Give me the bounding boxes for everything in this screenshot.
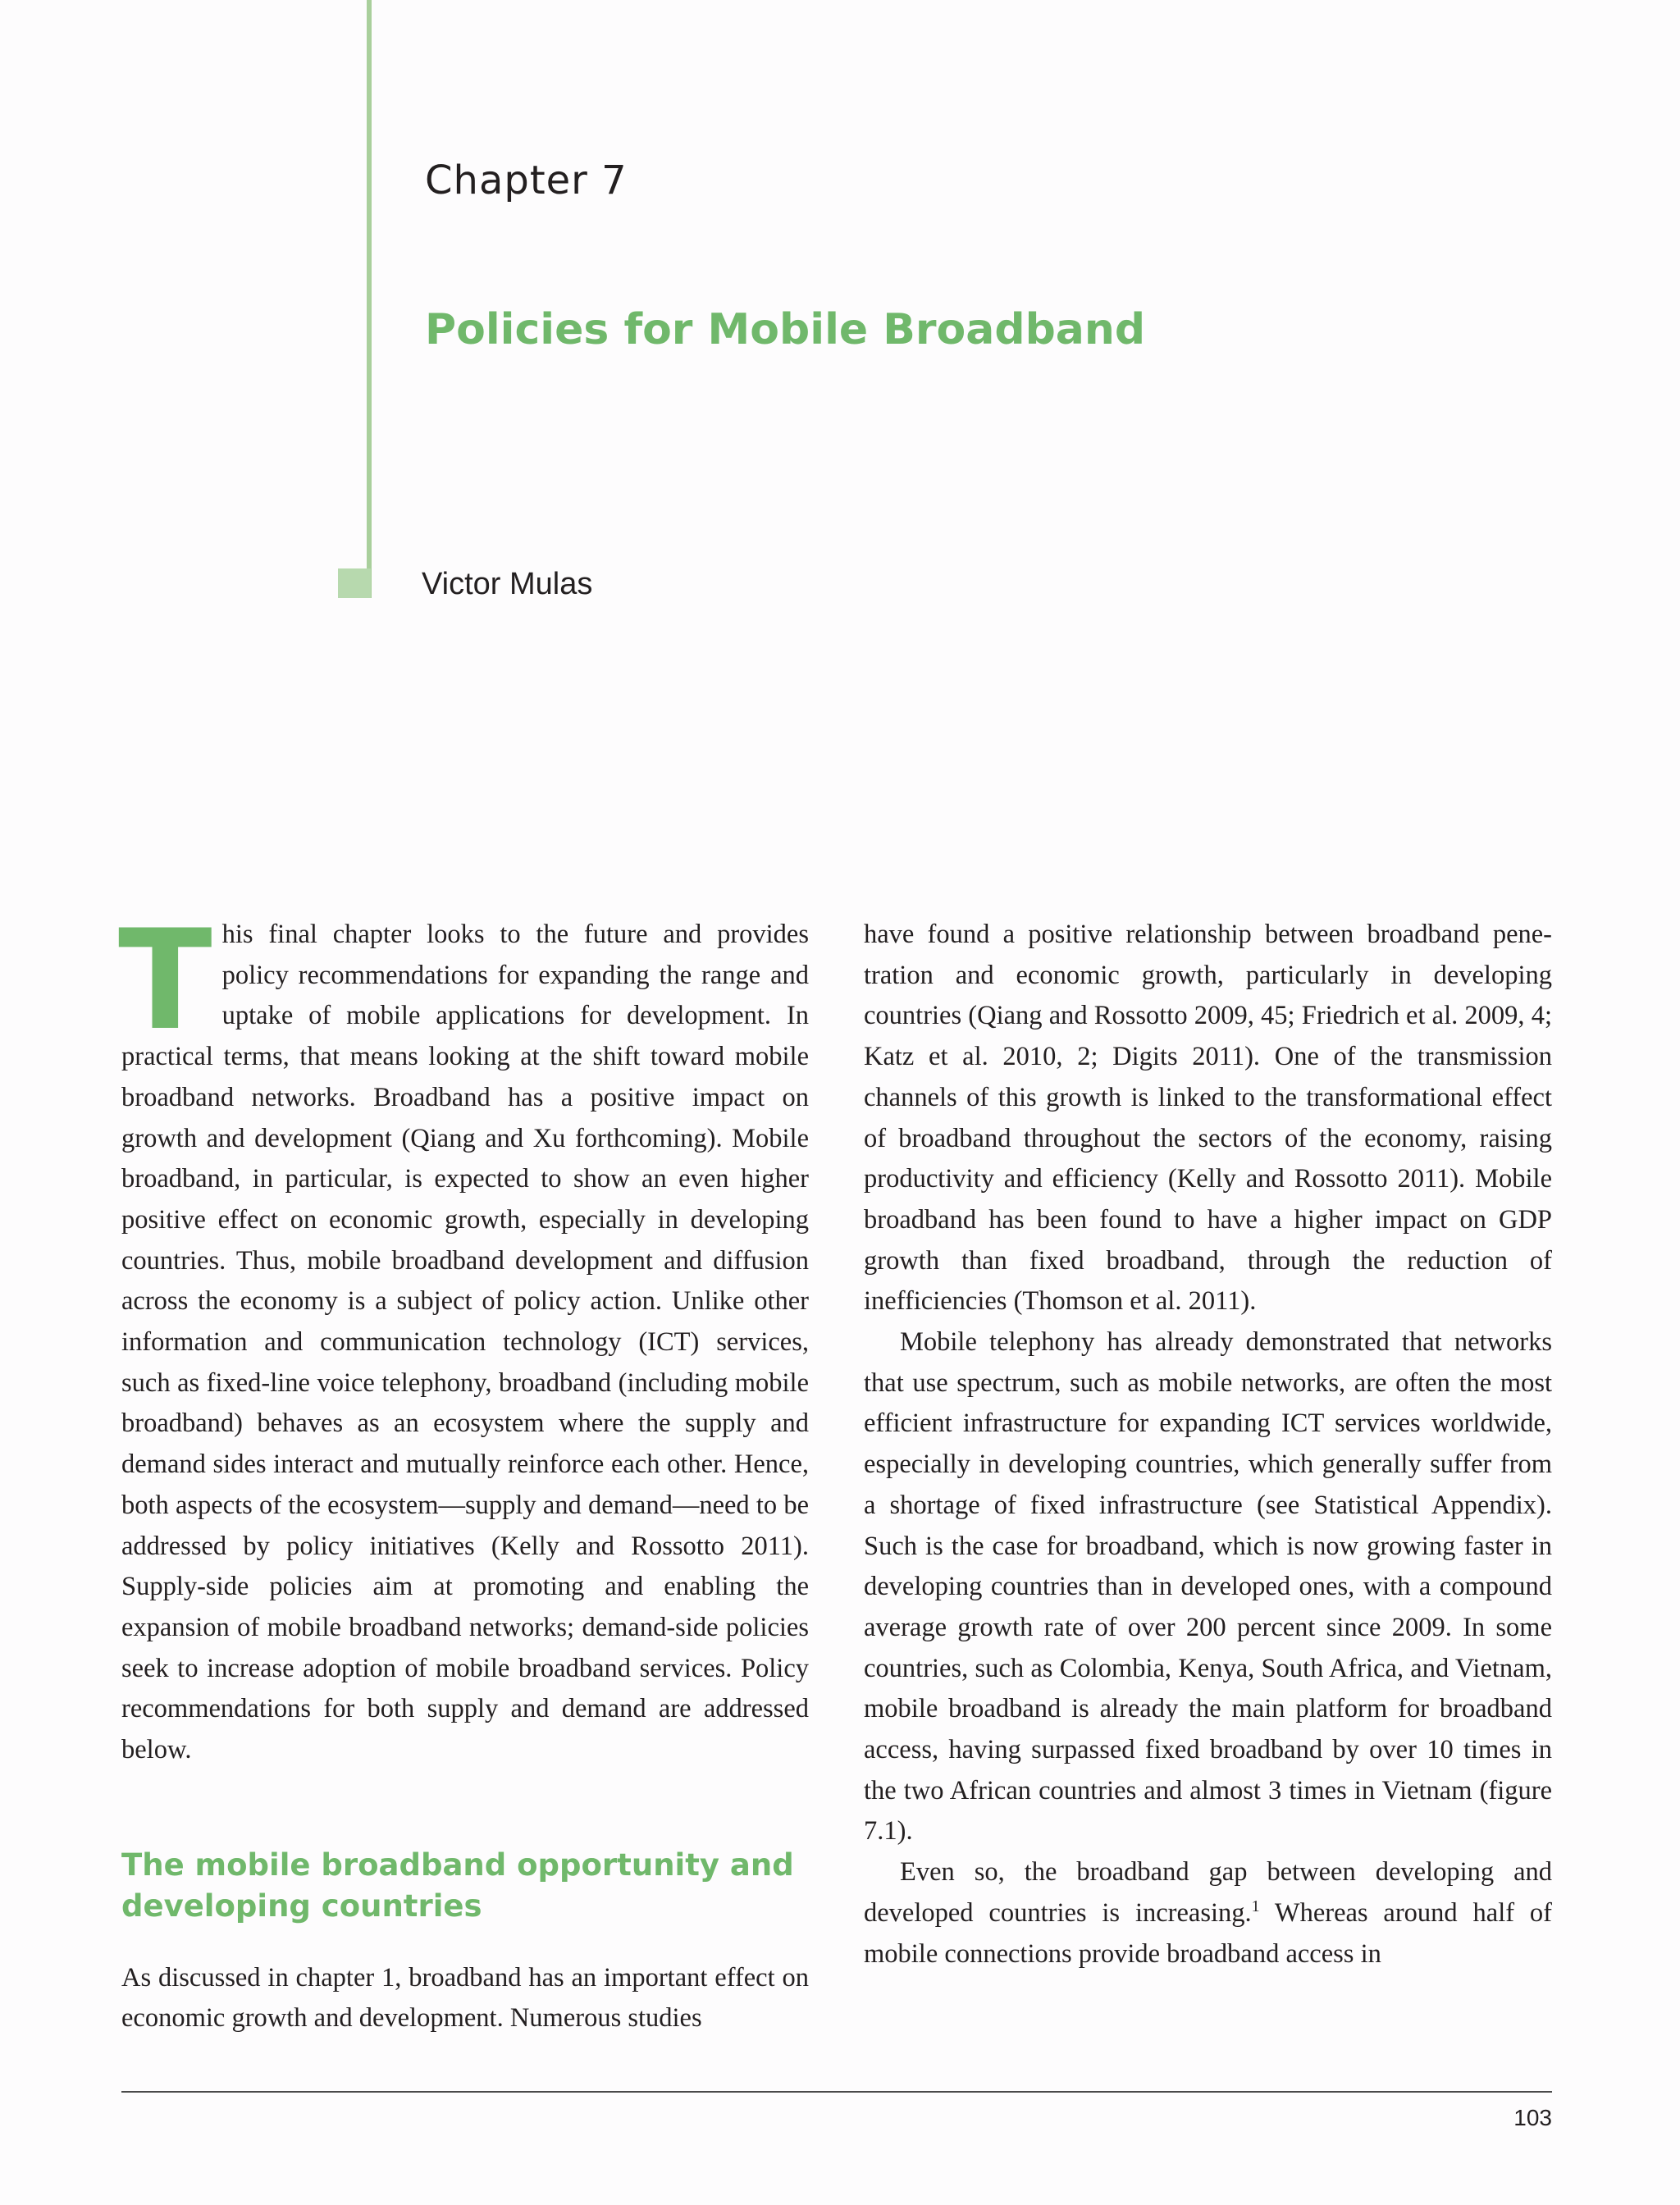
intro-paragraph-text: his final chapter looks to the future and provides policy recommendations for expanding the range and uptake of mobile applications for development. In practical terms, that means looking at the shift toward mobile broadband networks. Broadband has a positive impact on growth and development (Qiang and Xu forthcoming). Mobile broadband, in particular, is expected to show an even higher positive effect on economic growth, especially in developing countries. Thus, mobile broadband development and diffusion across the economy is a subject of policy action. Unlike other information and communication technology (ICT) services, such as fixed-line voice telephony, broadband (including mobile broadband) behaves as an ecosystem where the supply and demand sides interact and mutually reinforce each other. Hence, both aspects of the ecosystem—supply and demand—need to be addressed by policy initiatives (Kelly and Rossotto 2011). Supply-side policies aim at promoting and enabling the expansion of mobile broadband networks; demand-side policies seek to increase adoption of mobile broadband services. Policy recommendations for both supply and demand are addressed below. (121, 920, 809, 1765)
section-paragraph: As discussed in chapter 1, broadband has an important effect on economic growth and development. Numerous studies (121, 1962, 809, 2034)
left-column (118, 900, 809, 2039)
section-heading: The mobile broadband opportunity and developing countries (121, 1847, 794, 1924)
paragraph-3-text-start: Even so, the broadband gap between developing and developed countries is increasing. (864, 1857, 1552, 1928)
author-accent-square (338, 568, 371, 598)
page-number: 103 (1513, 2105, 1552, 2130)
right-paragraph-1: have found a positive relationship between broadband penetration and economic growth, particularly in developing countries (Qiang and Rossotto 2009, 45; Friedrich et al. 2009, 4; Katz et al. 2010, 2; Digits 2011). One of the transmission channels of this growth is linked to the transformational effect of broadband throughout the sectors of the economy, raising productivity and efficiency (Kelly and Rossotto 2011). Mobile broadband has been found to have a higher impact on GDP growth than fixed broadband, through the reduction of inefficiencies (Thomson et al. 2011). (864, 920, 1552, 1317)
footnote-marker[interactable]: 1 (1251, 1897, 1260, 1916)
right-column (864, 915, 1552, 1974)
chapter-title: Policies for Mobile Broadband (425, 305, 1146, 354)
right-paragraph-3 (864, 1852, 1552, 1974)
footer-rule (121, 2091, 1552, 2093)
right-paragraph-2: Mobile telephony has already demonstrated that networks that use spectrum, such as mobile networks, are often the most efficient infrastructure for expanding ICT services worldwide, especially in developing countries, which generally suffer from a shortage of fixed infrastructure (see Statistical Appendix). Such is the case for broadband, which is now growing faster in developing countries than in developed ones, with a compound average growth rate of over 200 percent since 2009. In some countries, such as Colombia, Kenya, South Africa, and Vietnam, mobile broadband is already the main platform for broadband access, having surpassed fixed broadband by over 10 times in the two African countries and almost 3 times in Vietnam (figure 7.1). (864, 1327, 1552, 1847)
intro-paragraph (118, 900, 809, 1771)
paragraph-3-text-end: Whereas around half of mobile connections provide broadband access in (864, 1897, 1552, 1969)
drop-cap: T (118, 900, 212, 1061)
chapter-accent-line (367, 0, 372, 598)
author-name: Victor Mulas (422, 567, 593, 601)
chapter-label: Chapter 7 (425, 158, 628, 203)
